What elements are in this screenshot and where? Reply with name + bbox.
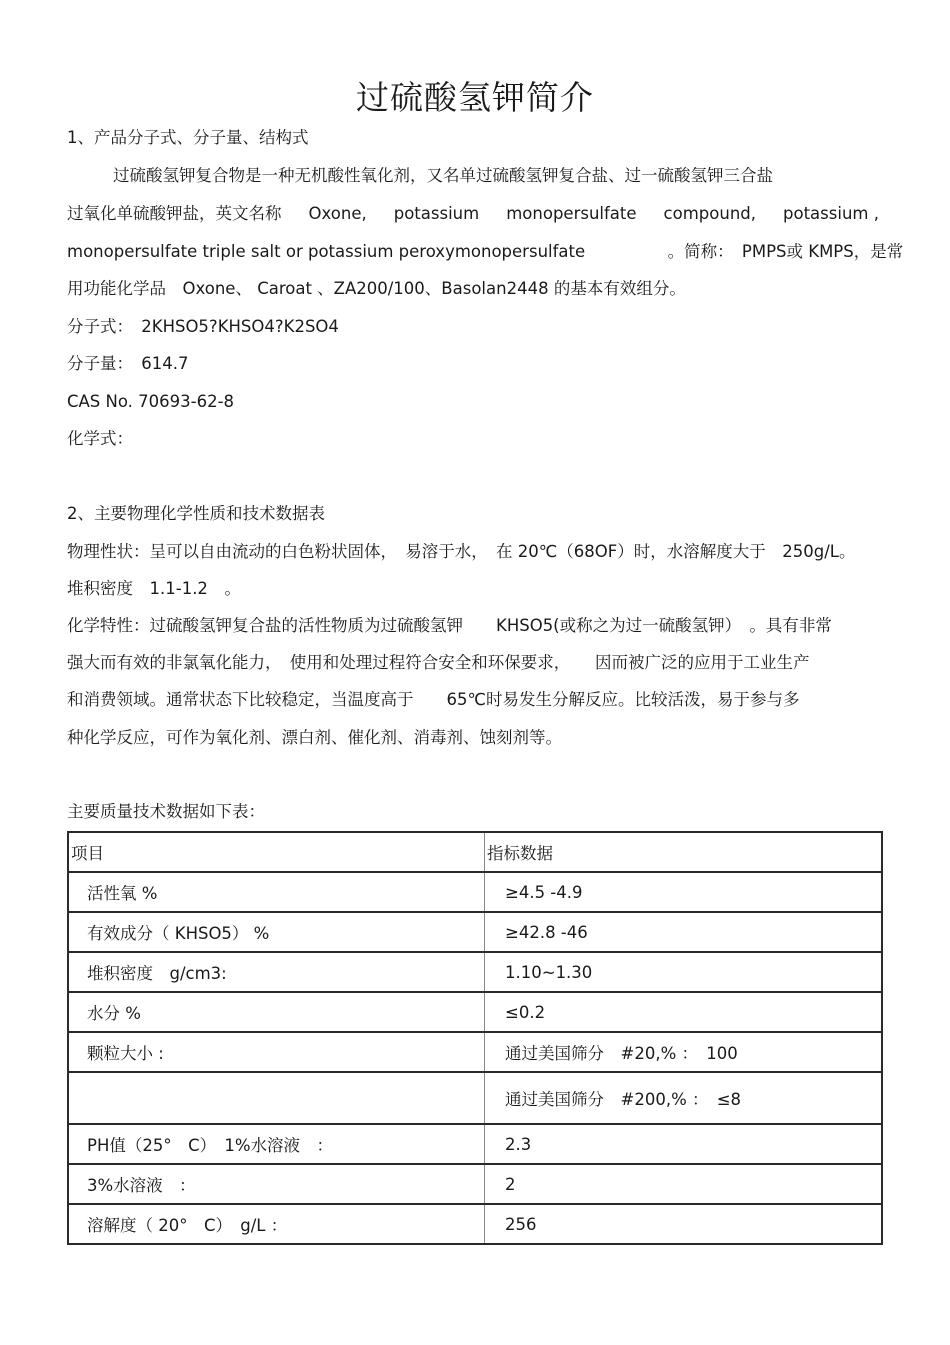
table-cell-item: 活性氧 % xyxy=(68,872,485,912)
table-cell-item xyxy=(68,1072,485,1124)
table-header-value: 指标数据 xyxy=(485,832,883,872)
table-cell-value: ≥4.5 -4.9 xyxy=(485,872,883,912)
spec-table xyxy=(67,831,883,1245)
table-cell-item: 颗粒大小 : xyxy=(68,1032,485,1072)
table-header-row xyxy=(68,832,882,872)
cas-number: CAS No. 70693-62-8 xyxy=(67,392,235,411)
molecular-weight: 分子量： 614.7 xyxy=(67,354,189,373)
table-cell-value: 256 xyxy=(485,1204,883,1244)
molecular-formula: 分子式： 2KHSO5?KHSO4?K2SO4 xyxy=(67,317,339,336)
chemical-properties-line-1: 化学特性：过硫酸氢钾复合盐的活性物质为过硫酸氢钾 KHSO5(或称之为过一硫酸氢钾） 。具有非常 xyxy=(67,616,832,635)
table-header-item: 项目 xyxy=(68,832,485,872)
document-title: 过硫酸氢钾简介 xyxy=(356,78,594,117)
table-row xyxy=(68,1032,882,1072)
intro-paragraph-line-1: 过硫酸氢钾复合物是一种无机酸性氧化剂，又名单过硫酸氢钾复合盐、过一硫酸氢钾三合盐 xyxy=(113,166,773,185)
intro-paragraph-line-4: 用功能化学品 Oxone、 Caroat 、ZA200/100、Basolan2448 的基本有效组分。 xyxy=(67,279,686,298)
physical-properties-line-2: 堆积密度 1.1-1.2 。 xyxy=(67,579,241,598)
physical-properties-line-1: 物理性状：呈可以自由流动的白色粉状固体， 易溶于水， 在 20℃（68OF）时，水溶解度大于 250g/L。 xyxy=(67,542,856,561)
intro-line2-part: potassium xyxy=(393,204,480,223)
table-row xyxy=(68,912,882,952)
intro-line2-part: 过氧化单硫酸钾盐，英文名称 xyxy=(67,204,282,223)
intro-line2-part: monopersulfate xyxy=(506,204,637,223)
section2-heading: 2、主要物理化学性质和技术数据表 xyxy=(67,504,325,523)
table-cell-item: 堆积密度 g/cm3: xyxy=(68,952,485,992)
section1-heading: 1、产品分子式、分子量、结构式 xyxy=(67,128,309,147)
table-row xyxy=(68,1124,882,1164)
table-row xyxy=(68,992,882,1032)
table-cell-item: 有效成分（ KHSO5） % xyxy=(68,912,485,952)
structure-label: 化学式： xyxy=(67,429,133,448)
table-intro: 主要质量技术数据如下表： xyxy=(67,802,265,821)
table-cell-item: PH值（25° C） 1%水溶液 ： xyxy=(68,1124,485,1164)
intro-line2-part: potassium , xyxy=(783,204,879,223)
table-cell-item: 水分 % xyxy=(68,992,485,1032)
table-row xyxy=(68,952,882,992)
table-cell-value: ≥42.8 -46 xyxy=(485,912,883,952)
table-cell-value: 2 xyxy=(485,1164,883,1204)
intro-paragraph-line-2 xyxy=(67,203,879,225)
chemical-properties-line-3: 和消费领域。通常状态下比较稳定，当温度高于 65℃时易发生分解反应。比较活泼，易于参与多 xyxy=(67,690,800,709)
table-row xyxy=(68,1204,882,1244)
table-cell-value: 通过美国筛分 #200,% ： ≤8 xyxy=(485,1072,883,1124)
table-cell-item: 3%水溶液 ： xyxy=(68,1164,485,1204)
table-cell-value: ≤0.2 xyxy=(485,992,883,1032)
table-cell-value: 通过美国筛分 #20,% ： 100 xyxy=(485,1032,883,1072)
intro-line2-part: Oxone, xyxy=(308,204,367,223)
table-cell-value: 2.3 xyxy=(485,1124,883,1164)
table-row xyxy=(68,1072,882,1124)
intro-paragraph-line-3: monopersulfate triple salt or potassium peroxymonopersulfate 。简称： PMPS或 KMPS，是常 xyxy=(67,242,904,261)
table-row xyxy=(68,1164,882,1204)
chemical-properties-line-2: 强大而有效的非氯氧化能力， 使用和处理过程符合安全和环保要求， 因而被广泛的应用于工业生产 xyxy=(67,653,810,672)
chemical-properties-line-4: 种化学反应，可作为氧化剂、漂白剂、催化剂、消毒剂、蚀刻剂等。 xyxy=(67,728,562,747)
table-cell-value: 1.10~1.30 xyxy=(485,952,883,992)
intro-line2-part: compound, xyxy=(663,204,756,223)
table-cell-item: 溶解度（ 20° C） g/L ： xyxy=(68,1204,485,1244)
table-row xyxy=(68,872,882,912)
